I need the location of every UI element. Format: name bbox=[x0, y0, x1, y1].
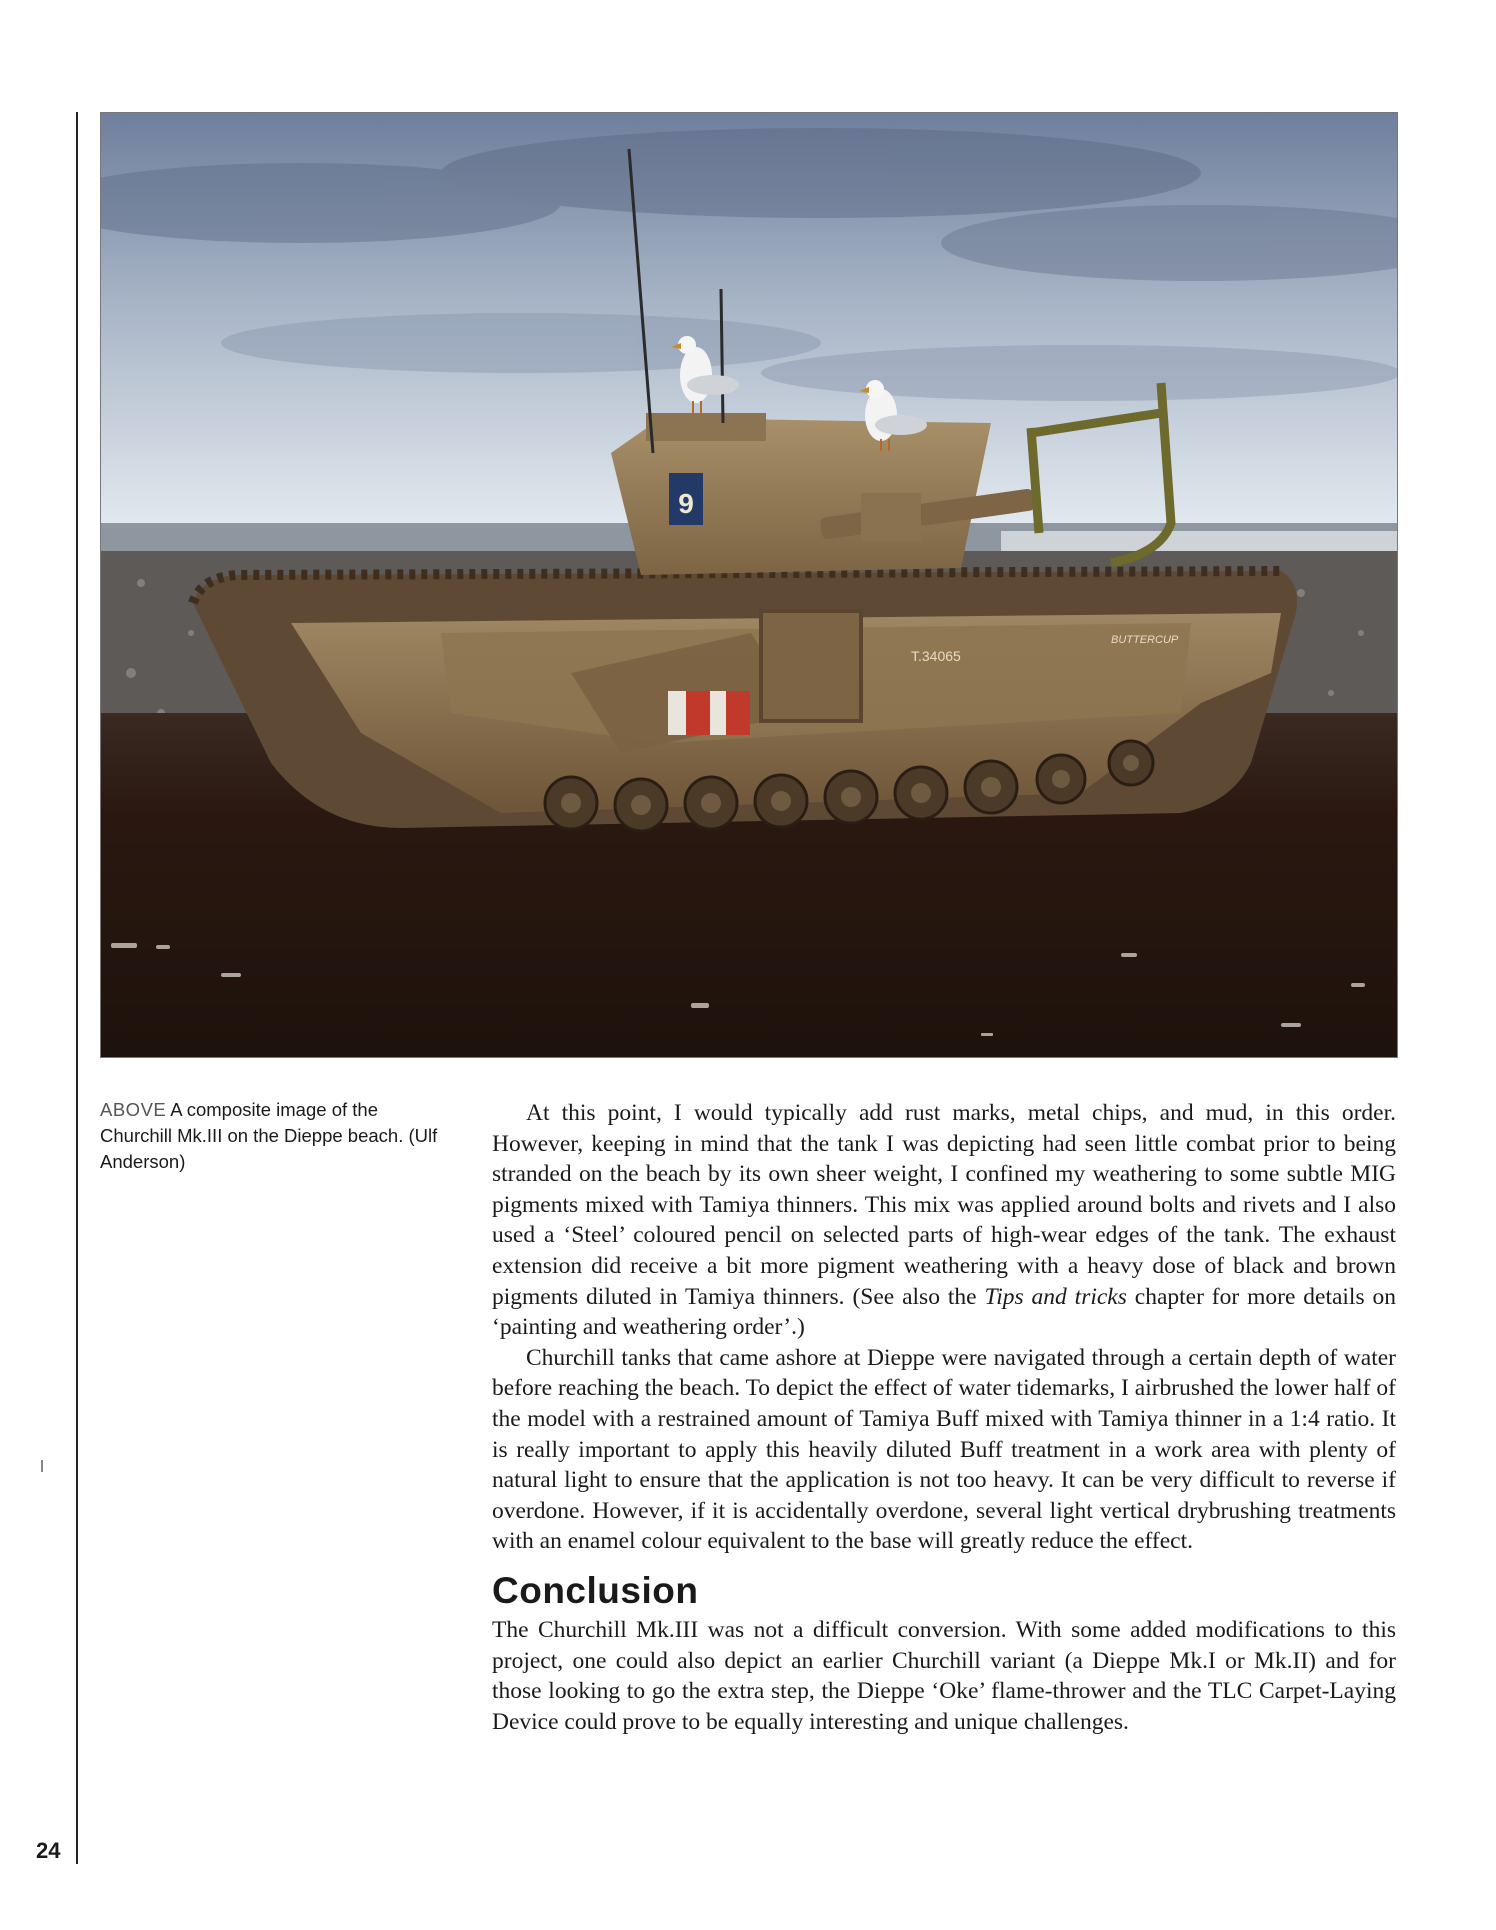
stray-mark bbox=[41, 1460, 43, 1472]
paragraph-1-part-1: At this point, I would typically add rust marks, metal chips, and mud, in this order. However, keeping in mind that the tank I was depicting had seen little combat prior to being stranded on the beach by its own sheer weight, I confined my weathering to some subtle MIG pigments mixed with Tamiya thinners. This mix was applied around bolts and rivets and I also used a ‘Steel’ coloured pencil on selected parts of high-wear edges of the tank. The exhaust extension did receive a bit more pigment weathering with a heavy dose of black and brown pigments diluted in Tamiya thinners. (See also the bbox=[492, 1100, 1396, 1310]
photo-caption bbox=[100, 1097, 440, 1175]
paragraph-1-italic: Tips and tricks bbox=[984, 1283, 1127, 1310]
tank-turret bbox=[611, 418, 991, 575]
tank-photo-illustration bbox=[101, 113, 1397, 1057]
section-heading-conclusion: Conclusion bbox=[492, 1569, 699, 1611]
margin-rule bbox=[76, 112, 78, 1864]
turret-number: 9 bbox=[678, 488, 694, 519]
hull-serial: T.34065 bbox=[911, 648, 961, 664]
paragraph-1-part-2: chapter for more details on ‘painting and weathering order’.) bbox=[492, 1283, 1396, 1341]
tank-name-marking: BUTTERCUP bbox=[1111, 634, 1179, 646]
photo-churchill-tank bbox=[100, 112, 1398, 1058]
caption-text: A composite image of the Churchill Mk.III on the Dieppe beach. (Ulf Anderson) bbox=[100, 1099, 438, 1172]
paragraph-2: Churchill tanks that came ashore at Dieppe were navigated through a certain depth of water before reaching the beach. To depict the effect of water tidemarks, I airbrushed the lower half of the model with a restrained amount of Tamiya Buff mixed with Tamiya thinner in a 1:4 ratio. It is really important to apply this heavily diluted Buff treatment in a work area with plenty of natural light to ensure that the application is not too heavy. It can be very difficult to reverse if overdone. However, if it is accidentally overdone, several light vertical drybrushing treatments with an enamel colour equivalent to the base will greatly reduce the effect. bbox=[492, 1344, 1396, 1555]
paragraph-3: The Churchill Mk.III was not a difficult conversion. With some added modifications to this project, one could also depict an earlier Churchill variant (a Dieppe Mk.I or Mk.II) and for those looking to go the extra step, the Dieppe ‘Oke’ flame-thrower and the TLC Carpet-Laying Device could prove to be equally interesting and unique challenges. bbox=[492, 1616, 1396, 1735]
body-column bbox=[492, 1098, 1396, 1737]
page-number: 24 bbox=[36, 1838, 61, 1863]
caption-lead: ABOVE bbox=[100, 1099, 167, 1120]
antenna-short bbox=[721, 289, 723, 423]
paragraph-1 bbox=[492, 1098, 1396, 1343]
hull-door bbox=[761, 611, 861, 721]
